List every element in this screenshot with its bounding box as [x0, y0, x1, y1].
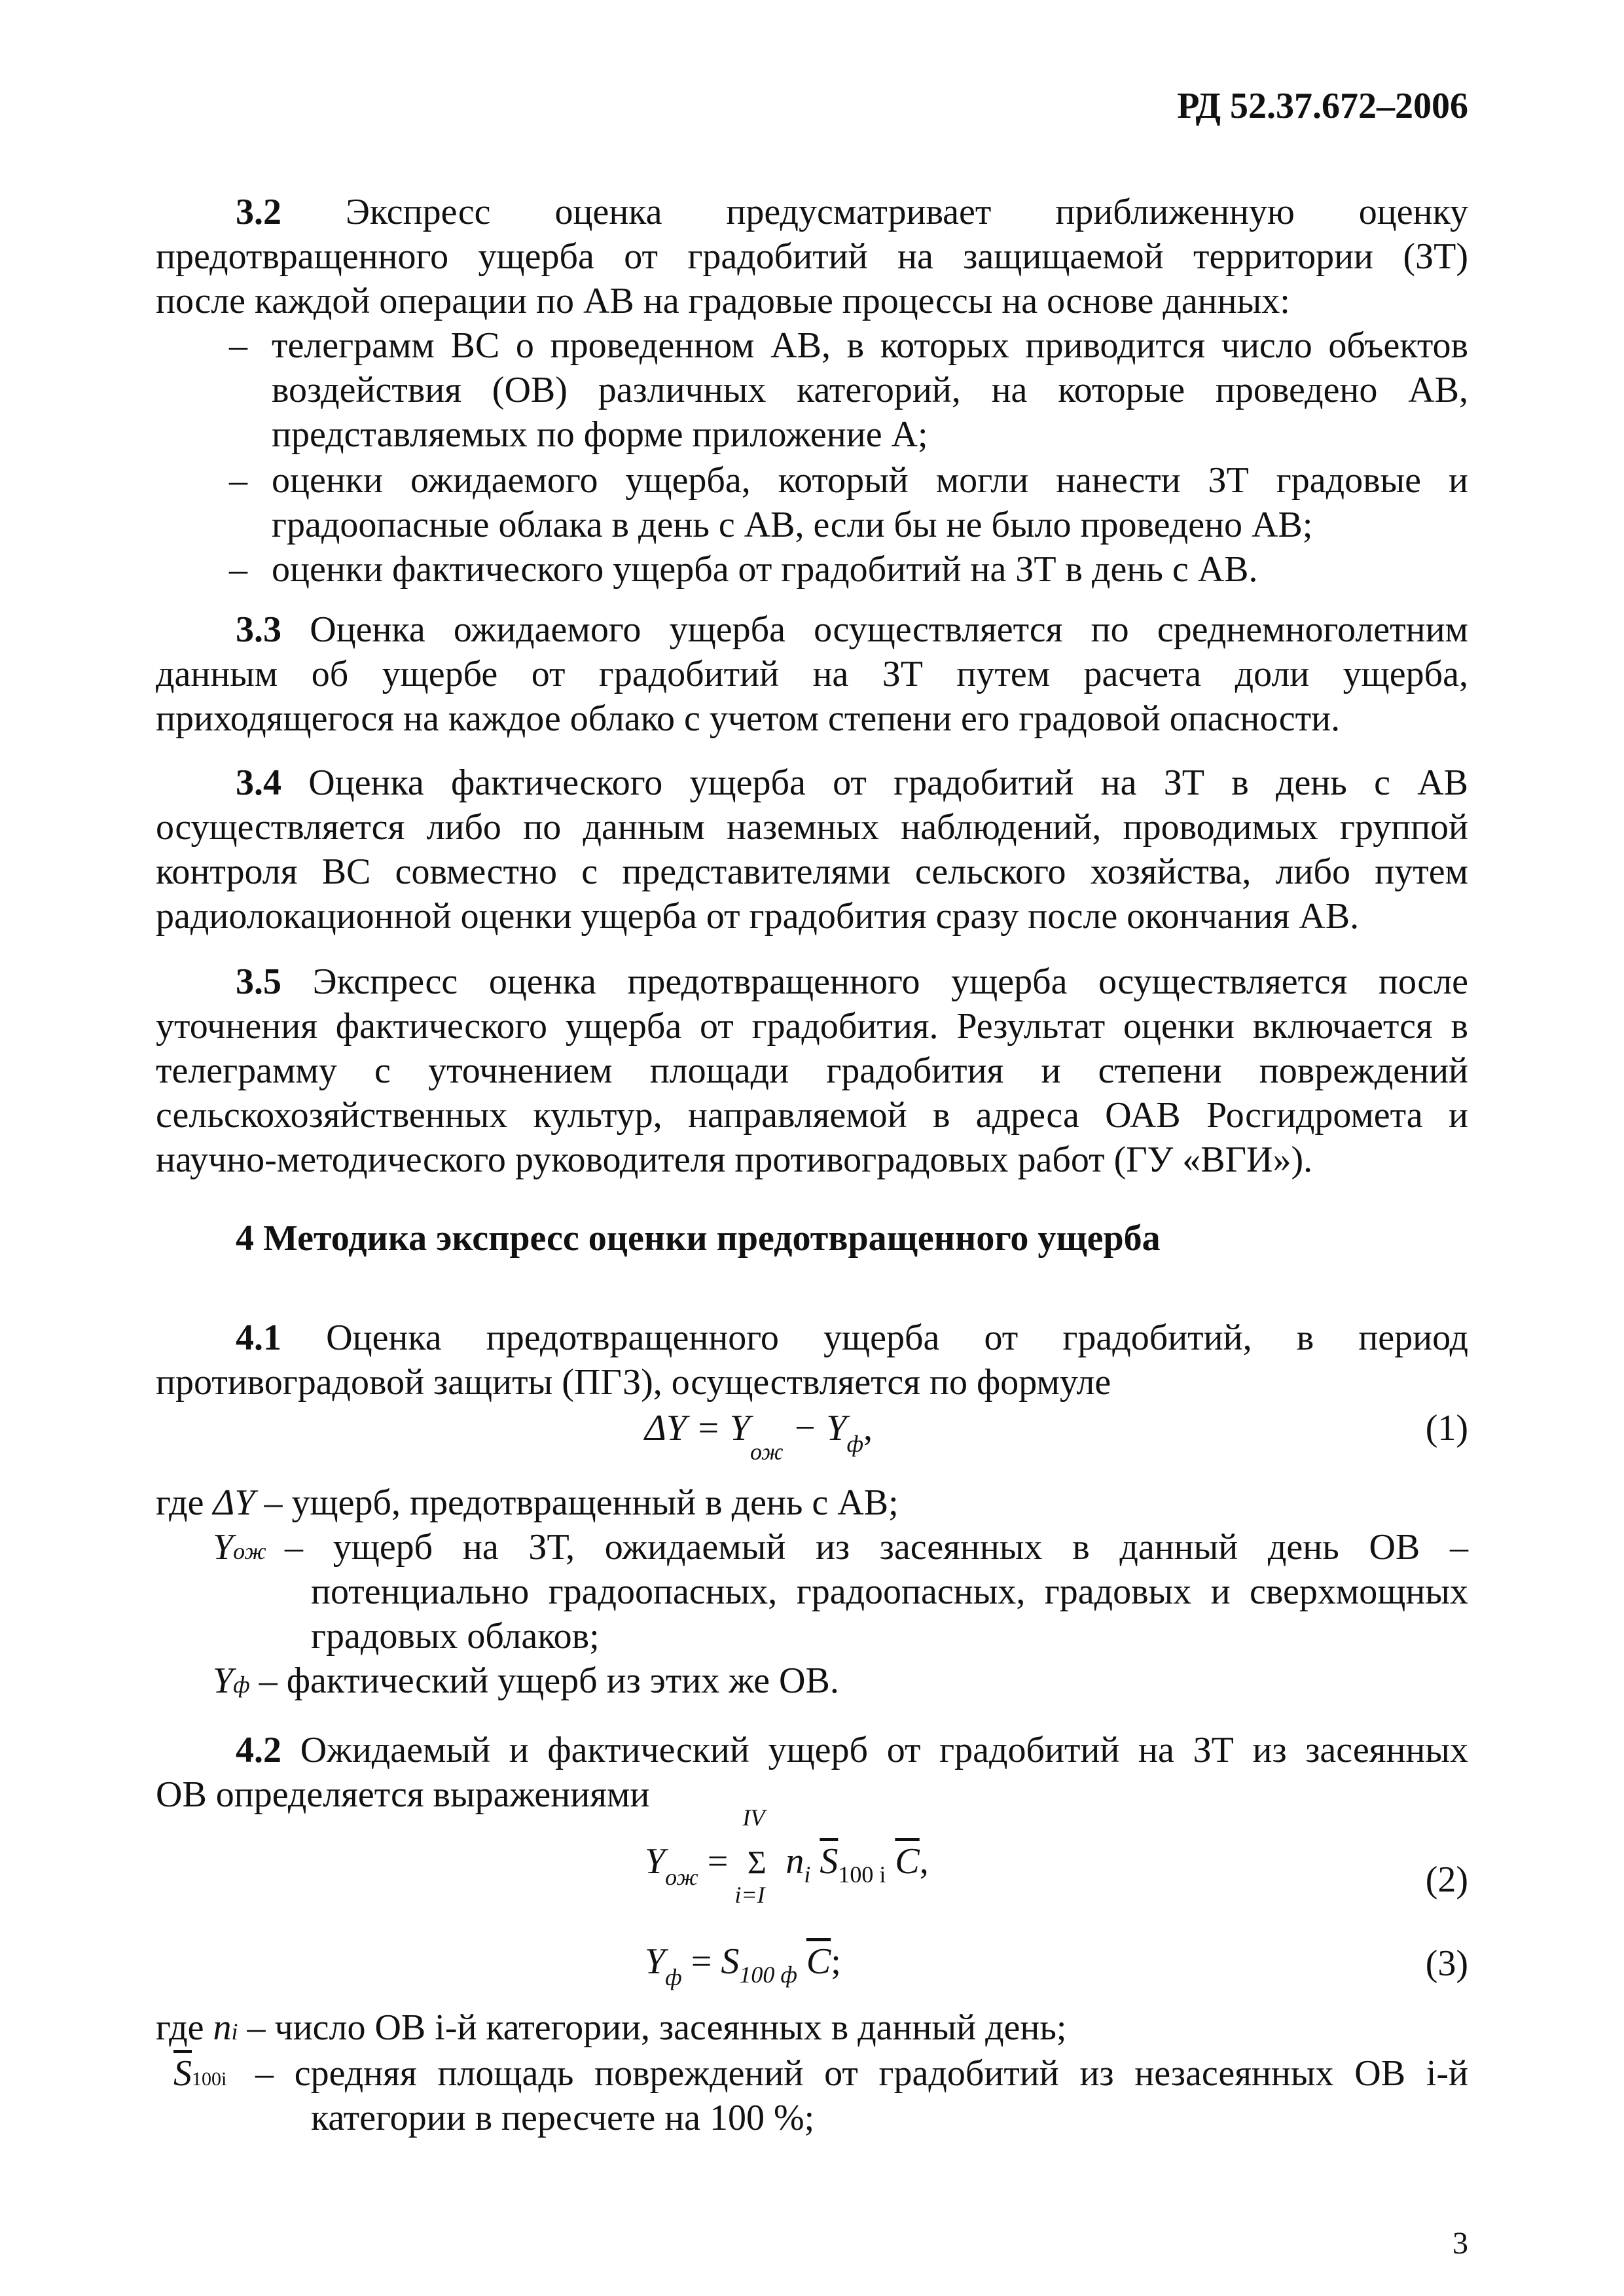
eq-symbol: = Y: [687, 1408, 750, 1448]
definition-s100i: [173, 2051, 1468, 2140]
definition-line: – средняя площадь повреждений от градобитий из незасеянных ОВ i-й: [255, 2053, 1468, 2094]
paragraph-text: Ожидаемый и фактический ущерб от градобитий на ЗТ из засеянных: [300, 1730, 1469, 1770]
eq-subscript: ож: [749, 1439, 784, 1465]
paragraph-line: телеграмму с уточнением площади градобития и степени повреждений: [156, 1050, 1468, 1091]
list-item: [229, 458, 1468, 547]
dash-bullet: –: [229, 325, 247, 366]
paragraph-line: [156, 761, 1468, 805]
equation-number: (3): [1425, 1943, 1468, 1984]
symbol-letter: $\overline{S}$: [173, 2053, 192, 2094]
page-number: 3: [1453, 2226, 1468, 2261]
eq-symbol: ΔY: [645, 1408, 687, 1448]
eq-equals: =: [707, 1841, 738, 1882]
definition-symbol: ΔY: [213, 1482, 255, 1523]
eq-subscript: ф: [665, 1964, 682, 1990]
sum-lower-limit: i=I: [734, 1882, 765, 1908]
paragraph-text: Экспресс оценка предусматривает приближенную оценку: [345, 192, 1469, 232]
clause-number: 3.5: [236, 961, 281, 1002]
definition-text: – фактический ущерб из этих же ОВ.: [249, 1660, 839, 1701]
list-item-line: телеграмм ВС о проведенном АВ, в которых приводится число объектов: [272, 325, 1468, 366]
equation-3: [645, 1941, 841, 1990]
paragraph-line: осуществляется либо по данным наземных наблюдений, проводимых группой: [156, 807, 1468, 848]
symbol-subscript: ож: [233, 1538, 266, 1564]
definition-symbol: [213, 1525, 266, 1573]
paragraph-text: Экспресс оценка предотвращенного ущерба осуществляется после: [312, 961, 1468, 1002]
paragraph-4-1: [156, 1316, 1468, 1405]
definition-delta-y: [156, 1480, 1468, 1525]
definition-text: – ущерб, предотвращенный в день с АВ;: [255, 1482, 899, 1523]
paragraph-line: научно-методического руководителя противоградовых работ (ГУ «ВГИ»).: [156, 1139, 1313, 1180]
eq-symbol: S: [721, 1941, 740, 1982]
document-code-header: РД 52.37.672–2006: [1177, 86, 1468, 126]
paragraph-line: [156, 1728, 1468, 1772]
definition-y-actual: [213, 1659, 1468, 1707]
symbol-subscript: ф: [233, 1672, 250, 1698]
paragraph-line: [156, 190, 1468, 234]
paragraph-line: после каждой операции по АВ на градовые процессы на основе данных:: [156, 281, 1290, 321]
eq-punctuation: ,: [863, 1408, 873, 1448]
sum-operator: [734, 1804, 776, 1908]
paragraph-text: Оценка ожидаемого ущерба осуществляется по среднемноголетним: [310, 609, 1468, 650]
eq-symbol: $\overline{S}$: [820, 1841, 839, 1882]
definition-n-i: [156, 2005, 1468, 2054]
eq-punctuation: ;: [831, 1941, 841, 1982]
definition-lead: где: [156, 1482, 213, 1523]
eq-subscript: ф: [846, 1431, 864, 1457]
paragraph-line: [156, 607, 1468, 652]
paragraph-3-3: [156, 607, 1468, 741]
definition-line: – ущерб на ЗТ, ожидаемый из засеянных в данный день ОВ –: [285, 1527, 1468, 1568]
eq-symbol: $\overline{C}$: [806, 1941, 831, 1982]
eq-punctuation: ,: [919, 1841, 929, 1882]
equation-number: (1): [1425, 1408, 1468, 1448]
clause-number: 4.2: [236, 1730, 281, 1770]
equation-number: (2): [1425, 1859, 1468, 1900]
paragraph-text: Оценка фактического ущерба от градобитий на ЗТ в день с АВ: [308, 762, 1469, 803]
eq-symbol: Y: [645, 1941, 666, 1982]
symbol-subscript: 100i: [192, 2068, 227, 2090]
paragraph-3-5: [156, 960, 1468, 1182]
paragraph-line: противоградовой защиты (ПГЗ), осуществляется по формуле: [156, 1362, 1111, 1403]
definition-line: потенциально градоопасных, градоопасных, градовых и сверхмощных: [311, 1571, 1468, 1612]
equation-2: [645, 1804, 929, 1908]
paragraph-line: контроля ВС совместно с представителями сельского хозяйства, либо путем: [156, 852, 1468, 892]
list-item-line: градоопасные облака в день с АВ, если бы не было проведено АВ;: [272, 505, 1313, 545]
eq-subscript: 100 i: [838, 1861, 886, 1888]
clause-number: 3.3: [236, 609, 281, 650]
definition-y-expected: [213, 1525, 1468, 1659]
paragraph-line: радиолокационной оценки ущерба от градобития сразу после окончания АВ.: [156, 896, 1360, 937]
paragraph-line: сельскохозяйственных культур, направляемой в адреса ОАВ Росгидромета и: [156, 1095, 1468, 1136]
paragraph-line: данным об ущербе от градобитий на ЗТ путем расчета доли ущерба,: [156, 654, 1468, 694]
clause-number: 3.2: [236, 192, 281, 232]
eq-equals: =: [691, 1941, 721, 1982]
list-item: [229, 547, 1468, 592]
definition-lead: где: [156, 2007, 213, 2048]
clause-number: 3.4: [236, 762, 281, 803]
eq-symbol: − Y: [783, 1408, 847, 1448]
eq-subscript: ож: [665, 1864, 698, 1890]
sum-upper-limit: IV: [742, 1804, 765, 1831]
definition-symbol: n: [213, 2007, 232, 2048]
dash-bullet: –: [229, 549, 247, 590]
eq-subscript: 100 ф: [739, 1962, 797, 1988]
list-item-line: оценки ожидаемого ущерба, который могли нанести ЗТ градовые и: [272, 460, 1468, 501]
clause-number: 4.1: [236, 1318, 281, 1358]
paragraph-3-4: [156, 761, 1468, 939]
definition-text: – число ОВ i-й категории, засеянных в данный день;: [238, 2007, 1067, 2048]
paragraph-line: уточнения фактического ущерба от градобития. Результат оценки включается в: [156, 1006, 1468, 1047]
list-item-line: представляемых по форме приложение А;: [272, 414, 928, 455]
dash-bullet: –: [229, 460, 247, 501]
paragraph-line: ОВ определяется выражениями: [156, 1774, 650, 1815]
paragraph-line: приходящегося на каждое облако с учетом степени его градовой опасности.: [156, 698, 1341, 739]
paragraph-line: [156, 960, 1468, 1004]
paragraph-3-2: [156, 190, 1468, 323]
eq-symbol: $\overline{C}$: [895, 1841, 920, 1882]
section-heading: 4 Методика экспресс оценки предотвращенного ущерба: [236, 1218, 1161, 1259]
paragraph-line: [156, 1316, 1468, 1360]
eq-subscript: i: [804, 1861, 811, 1888]
paragraph-line: предотвращенного ущерба от градобитий на защищаемой территории (ЗТ): [156, 236, 1468, 277]
symbol-letter: Y: [213, 1527, 234, 1568]
definition-line: категории в пересчете на 100 %;: [311, 2098, 815, 2138]
definition-symbol: [173, 2051, 226, 2102]
paragraph-text: Оценка предотвращенного ущерба от градобитий, в период: [326, 1318, 1468, 1358]
list-item: [229, 323, 1468, 457]
sigma-icon: Σ: [747, 1844, 767, 1880]
list-item-line: оценки фактического ущерба от градобитий на ЗТ в день с АВ.: [272, 549, 1258, 590]
eq-symbol: Y: [645, 1841, 666, 1882]
list-item-line: воздействия (ОВ) различных категорий, на которые проведено АВ,: [272, 370, 1468, 410]
paragraph-4-2: [156, 1728, 1468, 1817]
symbol-subscript: i: [231, 2018, 238, 2045]
eq-symbol: n: [785, 1841, 804, 1882]
equation-1: [645, 1407, 873, 1465]
definition-symbol: Y: [213, 1660, 234, 1701]
definition-line: градовых облаков;: [311, 1616, 600, 1657]
